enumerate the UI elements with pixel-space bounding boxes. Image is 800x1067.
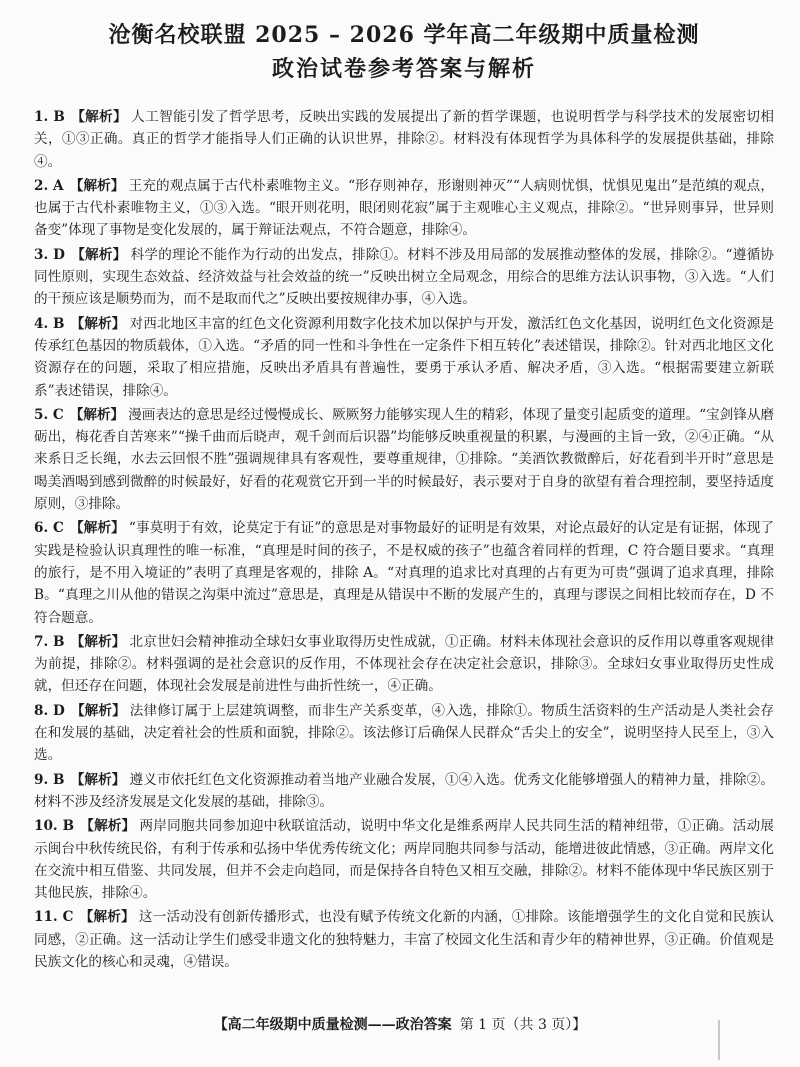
answer-item [34, 906, 774, 973]
answer-number: 9. B [34, 771, 65, 788]
answer-item [34, 517, 774, 628]
analysis-tag: 【解析】 [80, 818, 136, 835]
answer-item [34, 769, 774, 814]
answer-number: 8. D [34, 702, 65, 719]
answer-number: 1. B [34, 109, 65, 125]
answer-item [34, 175, 774, 242]
answer-number: 6. C [34, 520, 64, 537]
answer-number: 4. B [34, 315, 65, 332]
analysis-tag: 【解析】 [70, 109, 128, 125]
analysis-text: “事莫明于有效，论莫定于有证”的意思是对事物最好的证明是有效果，对论点最好的认定是有证据，体现了实践是检验认识真理性的唯一标准，“真理是时间的孩子，不是权威的孩子”也蕴含着同样的哲理，C 符合题目要求。“真理的旅行，是不用入境证的”表明了真理是客观的，排除 A。“对真理的追求比对真理的占有更为可贵”强调了追求真理，排除 B。“真理之川从他的错误之沟渠中流过”意思是，真理是从错误中不断的发展产生的，真理与谬误之间相比较而存在，D 不符合题意。 [34, 520, 775, 626]
analysis-text: 这一活动没有创新传播形式，也没有赋予传统文化新的内涵，①排除。该能增强学生的文化自觉和民族认同感，②正确。这一活动让学生们感受非遗文化的独特魅力，丰富了校园文化生活和青少年的精神世界，③正确。价值观是民族文化的核心和灵魂，④错误。 [34, 909, 775, 970]
scan-edge-mark [718, 1020, 720, 1060]
analysis-tag: 【解析】 [69, 406, 125, 423]
answer-number: 5. C [34, 406, 64, 423]
document-title: 沧衡名校联盟 2025 – 2026 学年高二年级期中质量检测 [108, 22, 700, 48]
document-subtitle: 政治试卷参考答案与解析 [271, 56, 536, 82]
analysis-tag: 【解析】 [79, 909, 135, 926]
analysis-tag: 【解析】 [70, 702, 126, 719]
analysis-text: 法律修订属于上层建筑调整，而非生产关系变革，④入选，排除①。物质生活资料的生产活动是人类社会存在和发展的基础，决定着社会的性质和面貌，排除②。该法修订后确保人民群众“舌尖上的安全”，说明坚持人民至上，③入选。 [34, 702, 774, 764]
analysis-text: 两岸同胞共同参加迎中秋联谊活动，说明中华文化是维系两岸人民共同生活的精神纽带，①正确。活动展示闽台中秋传统民俗，有利于传承和弘扬中华优秀传统文化；两岸同胞共同参与活动，能增进彼此情感，③正确。两岸文化在交流中相互借鉴、共同发展，但并不会走向趋同，而是保持各自特色又相互交融，排除②。材料不能体现中华民族区别于其他民族，排除④。 [34, 818, 775, 902]
analysis-tag: 【解析】 [69, 177, 125, 194]
analysis-text: 对西北地区丰富的红色文化资源利用数字化技术加以保护与开发，激活红色文化基因，说明红色文化资源是传承红色基因的物质载体，①入选。“矛盾的同一性和斗争性在一定条件下相互转化”表述错误，排除②。针对西北地区文化资源存在的问题，采取了相应措施，反映出矛盾具有普遍性，要勇于承认矛盾、解决矛盾，③入选。“根据需要建立新联系”表述错误，排除④。 [34, 315, 775, 399]
answer-item [34, 631, 774, 698]
footer-label: 【高二年级期中质量检测——政治答案 [213, 1017, 452, 1033]
answer-number: 7. B [34, 633, 65, 650]
answer-number: 10. B [34, 818, 75, 835]
answer-item [34, 700, 774, 767]
analysis-text: 科学的理论不能作为行动的出发点，排除①。材料不涉及用局部的发展推动整体的发展，排除②。“遵循协同性原则，实现生态效益、经济效益与社会效益的统一”反映出树立全局观念，用综合的思维方法认识事物，③入选。“人们的干预应该是顺势而为，而不是取而代之”反映出要按规律办事，④入选。 [34, 246, 775, 308]
analysis-text: 遵义市依托红色文化资源推动着当地产业融合发展，①④入选。优秀文化能够增强人的精神力量，排除②。材料不涉及经济发展是文化发展的基础，排除③。 [34, 771, 775, 810]
answer-number: 2. A [34, 177, 64, 194]
analysis-tag: 【解析】 [70, 246, 127, 263]
analysis-tag: 【解析】 [70, 633, 126, 650]
footer-page-number: 第 1 页（共 3 页）】 [459, 1017, 587, 1033]
analysis-text: 人工智能引发了哲学思考，反映出实践的发展提出了新的哲学课题，也说明哲学与科学技术的发展密切相关，①③正确。真正的哲学才能指导人们正确的认识世界，排除②。材料没有体现哲学为具体科学的发展提供基础，排除④。 [34, 109, 775, 170]
answer-number: 11. C [34, 909, 74, 926]
analysis-tag: 【解析】 [69, 520, 125, 537]
answer-list [34, 106, 774, 973]
answer-item [34, 404, 774, 515]
answer-item [34, 244, 774, 311]
answer-item [34, 106, 774, 173]
analysis-text: 北京世妇会精神推动全球妇女事业取得历史性成就，①正确。材料未体现社会意识的反作用以尊重客观规律为前提，排除②。材料强调的是社会意识的反作用，不体现社会存在决定社会意识，排除③。全球妇女事业取得历史性成就，但还存在问题，体现社会发展是前进性与曲折性统一，④正确。 [34, 633, 775, 695]
analysis-tag: 【解析】 [70, 771, 126, 788]
answer-item [34, 815, 774, 904]
analysis-tag: 【解析】 [70, 315, 126, 332]
answer-item [34, 313, 774, 402]
page-footer [0, 1014, 800, 1034]
analysis-text: 漫画表达的意思是经过慢慢成长、厥厥努力能够实现人生的精彩，体现了量变引起质变的道理。“宝剑锋从磨砺出，梅花香自苦寒来”“操千曲而后晓声，观千剑而后识器”均能够反映重视量的积累，与漫画的主旨一致，②④正确。“从来系日乏长绳，水去云回恨不胜”强调规律具有客观性，要尊重规律，①排除。“美酒饮教微醉后，好花看到半开时”意思是喝美酒喝到感到微醉的时候最好，好看的花观赏它开到一半的时候最好，表示要对于自身的欲望有着合理控制，要坚持适度原则，③排除。 [34, 406, 775, 513]
answer-number: 3. D [34, 246, 65, 263]
analysis-text: 王充的观点属于古代朴素唯物主义。“形存则神存，形谢则神灭”“人病则忧惧，忧惧见鬼出”是范缜的观点，也属于古代朴素唯物主义，①③入选。“眼开则花明，眼闭则花寂”属于主观唯心主义观点，排除②。“世异则事异，世异则备变”体现了事物是变化发展的，属于辩证法观点，不符合题意，排除④。 [34, 177, 774, 239]
